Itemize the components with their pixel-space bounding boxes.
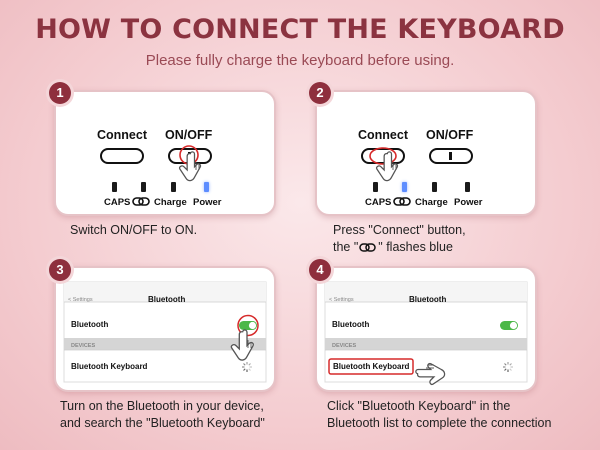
- page-subtitle: Please fully charge the keyboard before using.: [145, 52, 455, 69]
- caption-line: Press "Connect" button,: [333, 223, 466, 237]
- caption-line: Turn on the Bluetooth in your device,: [60, 399, 264, 413]
- step-3-badge: 3: [49, 259, 71, 281]
- connect-label: Connect: [358, 128, 408, 142]
- devices-label: DEVICES: [332, 343, 357, 349]
- onoff-switch-knob: [449, 152, 452, 160]
- hand-pointer-icon: [377, 152, 398, 181]
- back-link[interactable]: < Settings: [329, 297, 354, 303]
- charge-label: Charge: [415, 197, 448, 208]
- led-charge: [432, 182, 437, 192]
- link-icon: [359, 243, 377, 252]
- led-charge: [171, 182, 176, 192]
- phone-screen: [56, 268, 274, 390]
- led-caps: [112, 182, 117, 192]
- step1-graphics: [56, 92, 274, 214]
- led-power: [465, 182, 470, 192]
- caption-line: and search the "Bluetooth Keyboard": [60, 416, 265, 430]
- caption-fragment: " flashes blue: [378, 240, 453, 254]
- connect-label: Connect: [97, 128, 147, 142]
- phone-header-title: Bluetooth: [148, 295, 186, 304]
- link-icon: [394, 198, 410, 205]
- step-1-caption: [70, 222, 197, 239]
- step2-graphics: [317, 92, 535, 214]
- step-4-badge: 4: [309, 259, 331, 281]
- step-1-badge: 1: [49, 82, 71, 104]
- power-label: Power: [193, 197, 222, 208]
- caption-line: Switch ON/OFF to ON.: [70, 223, 198, 237]
- step-3-card: [54, 266, 276, 392]
- device-item-bluetooth-keyboard[interactable]: Bluetooth Keyboard: [71, 362, 148, 371]
- caption-line: Click "Bluetooth Keyboard" in the: [327, 399, 511, 413]
- led-link: [402, 182, 407, 192]
- step-3-caption: [60, 398, 265, 432]
- step-1-card: [54, 90, 276, 216]
- device-item-bluetooth-keyboard[interactable]: Bluetooth Keyboard: [333, 362, 410, 371]
- onoff-label: ON/OFF: [426, 128, 474, 142]
- onoff-label: ON/OFF: [165, 128, 213, 142]
- power-label: Power: [454, 197, 483, 208]
- step-2-card: [315, 90, 537, 216]
- led-caps: [373, 182, 378, 192]
- back-link[interactable]: < Settings: [68, 297, 93, 303]
- step-4-caption: [327, 398, 551, 432]
- caption-line: Bluetooth list to complete the connection: [327, 416, 552, 430]
- caps-label: CAPS: [365, 197, 392, 208]
- caption-fragment: the ": [333, 240, 359, 254]
- phone-screen: [317, 268, 535, 390]
- caps-label: CAPS: [104, 197, 131, 208]
- step-4-card: [315, 266, 537, 392]
- devices-label: DEVICES: [71, 343, 96, 349]
- link-icon: [133, 198, 149, 205]
- phone-header-title: Bluetooth: [409, 295, 447, 304]
- page-title: HOW TO CONNECT THE KEYBOARD: [35, 14, 565, 45]
- bluetooth-row-label: Bluetooth: [332, 320, 370, 329]
- step-2-caption: [333, 222, 466, 256]
- charge-label: Charge: [154, 197, 187, 208]
- caption-line: [333, 239, 466, 256]
- led-link: [141, 182, 146, 192]
- led-power: [204, 182, 209, 192]
- bluetooth-row-label: Bluetooth: [71, 320, 109, 329]
- step-2-badge: 2: [309, 82, 331, 104]
